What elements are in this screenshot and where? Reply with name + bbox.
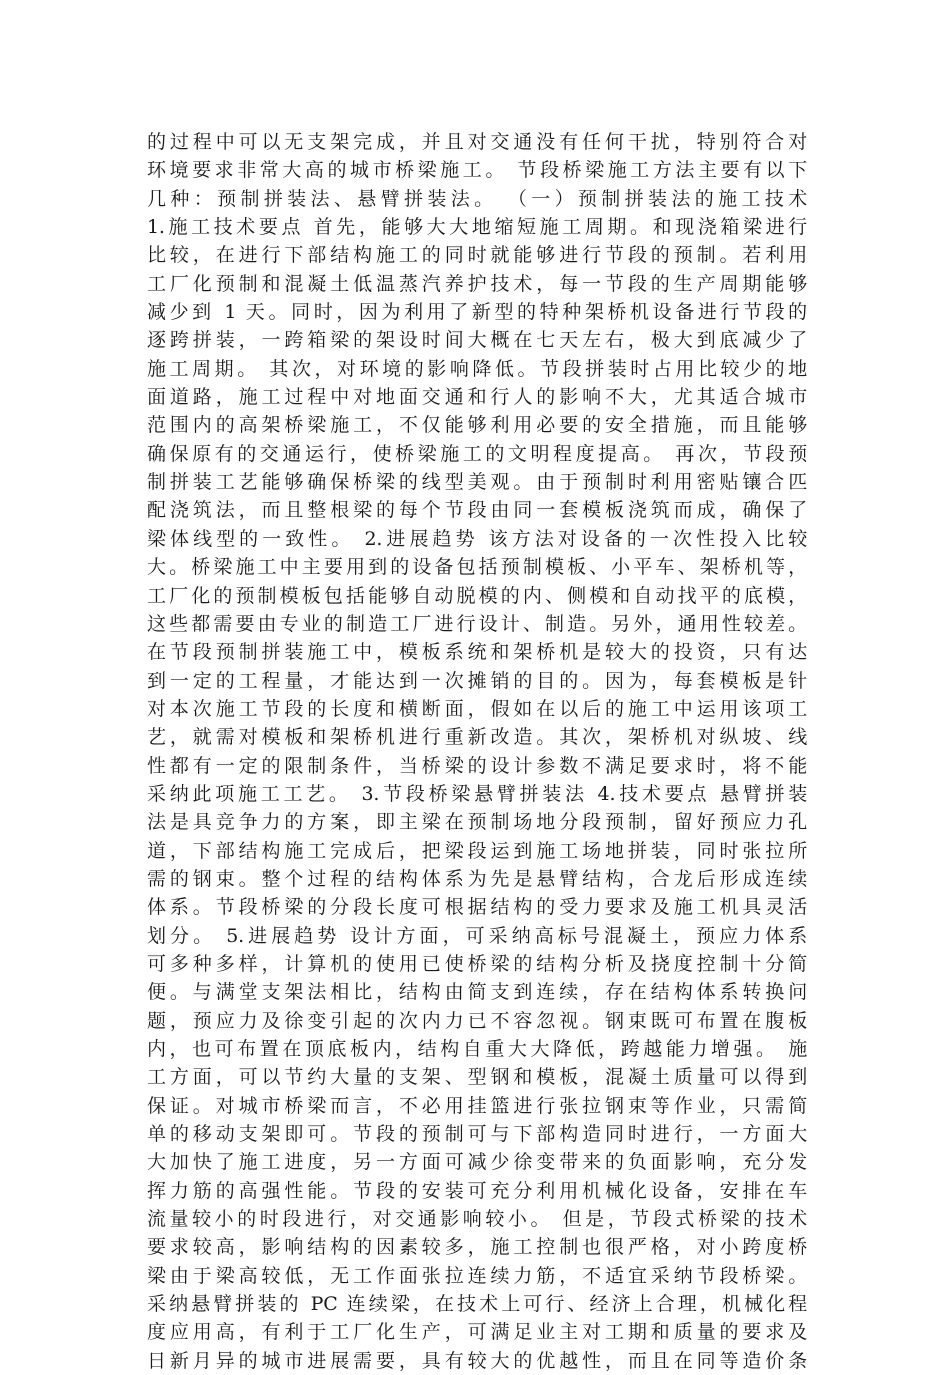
text-line: 工厂化预制和混凝土低温蒸汽养护技术，每一节段的生产周期能够 (147, 272, 807, 295)
text-line: 减少到 1 天。同时，因为利用了新型的特种架桥机设备进行节段的 (147, 301, 807, 324)
text-line: 单的移动支架即可。节段的预制可与下部构造同时进行，一方面大 (147, 1123, 807, 1146)
text-line: 梁由于梁高较低，无工作面张拉连续力筋，不适宜采纳节段桥梁。 (147, 1264, 807, 1287)
text-line: 梁体线型的一致性。 2.进展趋势 该方法对设备的一次性投入比较 (147, 527, 807, 550)
text-line: 流量较小的时段进行，对交通影响较小。 但是，节段式桥梁的技术 (147, 1208, 807, 1231)
text-line: 工方面，可以节约大量的支架、型钢和模板，混凝土质量可以得到 (147, 1066, 807, 1089)
text-line: 大加快了施工进度，另一方面可减少徐变带来的负面影响，充分发 (147, 1151, 807, 1174)
text-line: 划分。 5.进展趋势 设计方面，可采纳高标号混凝土，预应力体系 (147, 924, 807, 947)
text-line: 逐跨拼装，一跨箱梁的架设时间大概在七天左右，极大到底减少了 (147, 329, 807, 352)
text-line: 题，预应力及徐变引起的次内力已不容忽视。钢束既可布置在腹板 (147, 1009, 807, 1032)
text-line: 的过程中可以无支架完成，并且对交通没有任何干扰，特别符合对 (147, 131, 807, 153)
text-line: 确保原有的交通运行，使桥梁施工的文明程度提高。 再次，节段预 (147, 442, 807, 465)
text-line: 挥力筋的高强性能。节段的安装可充分利用机械化设备，安排在车 (147, 1179, 807, 1202)
text-line: 性都有一定的限制条件，当桥梁的设计参数不满足要求时，将不能 (147, 754, 807, 777)
text-line: 需的钢束。整个过程的结构体系为先是悬臂结构，合龙后形成连续 (147, 867, 807, 890)
text-line: 便。与满堂支架法相比，结构由简支到连续，存在结构体系转换问 (147, 981, 807, 1004)
text-line: 比较，在进行下部结构施工的同时就能够进行节段的预制。若利用 (147, 244, 807, 267)
text-line: 道，下部结构施工完成后，把梁段运到施工场地拼装，同时张拉所 (147, 839, 807, 862)
text-line: 几种：预制拼装法、悬臂拼装法。 （一）预制拼装法的施工技术 (147, 187, 807, 210)
text-line: 可多种多样，计算机的使用已使桥梁的结构分析及挠度控制十分简 (147, 952, 807, 975)
text-line: 在节段预制拼装施工中，模板系统和架桥机是较大的投资，只有达 (147, 641, 807, 664)
text-line: 这些都需要由专业的制造工厂进行设计、制造。另外，通用性较差。 (147, 612, 807, 635)
text-line: 日新月异的城市进展需要，具有较大的优越性，而且在同等造价条 (147, 1349, 807, 1372)
text-line: 施工周期。 其次，对环境的影响降低。节段拼装时占用比较少的地 (147, 357, 807, 380)
text-line: 保证。对城市桥梁而言，不必用挂篮进行张拉钢束等作业，只需简 (147, 1094, 807, 1117)
text-line: 面道路，施工过程中对地面交通和行人的影响不大，尤其适合城市 (147, 386, 807, 409)
text-line: 大。桥梁施工中主要用到的设备包括预制模板、小平车、架桥机等， (147, 556, 807, 579)
text-line: 制拼装工艺能够确保桥梁的线型美观。由于预制时利用密贴镶合匹 (147, 471, 807, 494)
text-line: 要求较高，影响结构的因素较多，施工控制也很严格，对小跨度桥 (147, 1236, 807, 1259)
body-text (147, 128, 807, 1375)
text-line: 体系。节段桥梁的分段长度可根据结构的受力要求及施工机具灵活 (147, 896, 807, 919)
text-line: 1.施工技术要点 首先，能够大大地缩短施工周期。和现浇箱梁进行 (147, 216, 807, 239)
text-line: 工厂化的预制模板包括能够自动脱模的内、侧模和自动找平的底模， (147, 584, 807, 607)
text-line: 采纳此项施工工艺。 3.节段桥梁悬臂拼装法 4.技术要点 悬臂拼装 (147, 782, 807, 805)
text-line: 环境要求非常大高的城市桥梁施工。 节段桥梁施工方法主要有以下 (147, 159, 807, 182)
text-line: 度应用高，有利于工厂化生产，可满足业主对工期和质量的要求及 (147, 1321, 807, 1344)
text-line: 配浇筑法，而且整根梁的每个节段由同一套模板浇筑而成，确保了 (147, 499, 807, 522)
text-line: 采纳悬臂拼装的 PC 连续梁，在技术上可行、经济上合理，机械化程 (147, 1293, 807, 1316)
text-line: 法是具竞争力的方案，即主梁在预制场地分段预制，留好预应力孔 (147, 811, 807, 834)
text-line: 到一定的工程量，才能达到一次摊销的目的。因为，每套模板是针 (147, 669, 807, 692)
text-line: 内，也可布置在顶底板内，结构自重大大降低，跨越能力增强。 施 (147, 1038, 807, 1060)
text-line: 范围内的高架桥梁施工，不仅能够利用必要的安全措施，而且能够 (147, 414, 807, 437)
text-line: 对本次施工节段的长度和横断面，假如在以后的施工中运用该项工 (147, 697, 807, 720)
text-line: 艺，就需对模板和架桥机进行重新改造。其次，架桥机对纵坡、线 (147, 726, 807, 749)
